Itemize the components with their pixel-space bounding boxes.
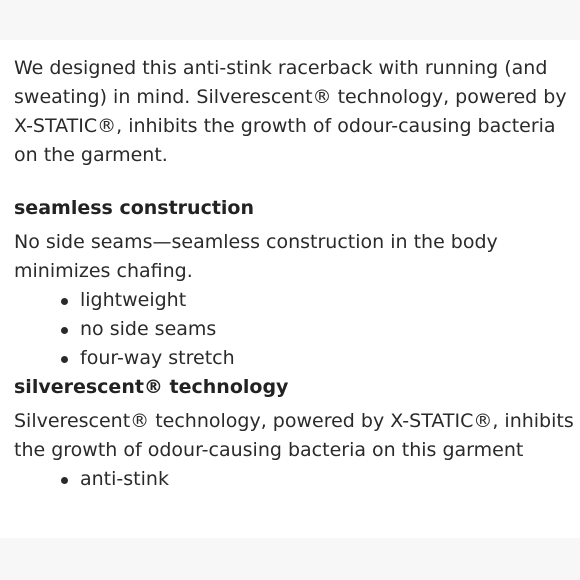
list-item — [14, 315, 580, 344]
seamless-features-list — [14, 286, 580, 373]
paragraph-line: minimizes chafing. — [14, 260, 193, 282]
list-item — [14, 286, 580, 315]
silverescent-technology-heading: silverescent® technology — [14, 376, 289, 398]
paragraph-line: No side seams—seamless construction in the body — [14, 231, 498, 253]
product-description-card — [0, 40, 580, 538]
list-item — [14, 344, 580, 373]
bullet-icon — [61, 298, 68, 305]
intro-line: on the garment. — [14, 144, 168, 166]
seamless-construction-heading: seamless construction — [14, 197, 255, 219]
paragraph-line: Silverescent® technology, powered by X-STATIC®, inhibits — [14, 410, 574, 432]
list-item-label: four-way stretch — [80, 347, 235, 369]
bullet-icon — [61, 327, 68, 334]
bullet-icon — [61, 477, 68, 484]
silverescent-technology-paragraph — [14, 407, 580, 465]
intro-line: We designed this anti-stink racerback with running (and — [14, 57, 548, 79]
intro-paragraph — [14, 54, 580, 170]
seamless-construction-paragraph — [14, 228, 580, 286]
list-item-label: anti-stink — [80, 468, 169, 490]
intro-line: X-STATIC®, inhibits the growth of odour-causing bacteria — [14, 115, 556, 137]
silverescent-features-list — [14, 465, 580, 494]
list-item-label: lightweight — [80, 289, 187, 311]
bullet-icon — [61, 356, 68, 363]
intro-line: sweating) in mind. Silverescent® technology, powered by — [14, 86, 567, 108]
paragraph-line: the growth of odour-causing bacteria on this garment — [14, 439, 524, 461]
list-item-label: no side seams — [80, 318, 217, 340]
list-item — [14, 465, 580, 494]
